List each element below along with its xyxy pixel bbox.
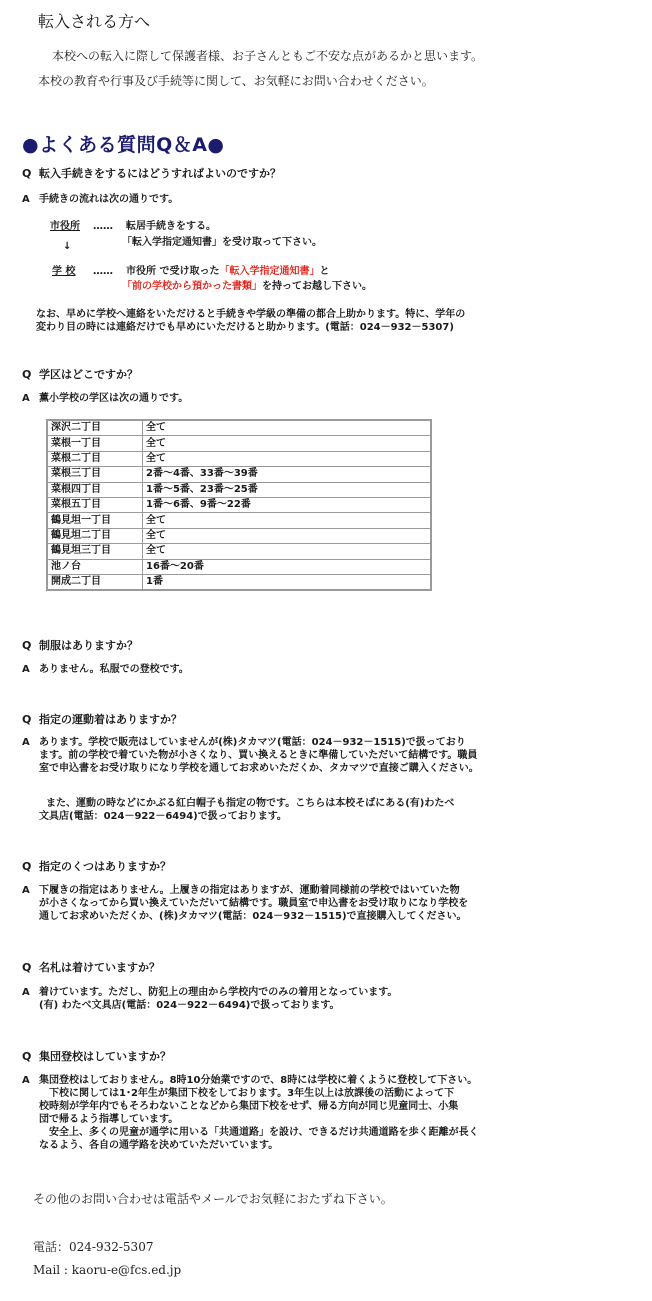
flow-step2-line: 「前の学校から預かった書類」を持ってお越し下さい。 — [122, 281, 372, 292]
answer-line: なるよう、各自の通学路を決めていただいています。 — [39, 1140, 279, 1151]
flow-step2-place: 学 校 — [52, 266, 76, 277]
question-procedure — [22, 165, 281, 181]
phone-number: 電話：024-932-5307 — [33, 1240, 154, 1254]
answer-line: 下校に関しては1･2年生が集団下校をしております。3年生以上は放課後の活動によって下 — [39, 1088, 455, 1099]
answer-text: 手続きの流れは次の通りです。 — [39, 194, 179, 205]
answer-line: あります。学校で販売はしていませんが(株)タカマツ(電話：024－932－1515)で扱っており — [39, 737, 466, 748]
answer-shoes — [22, 884, 460, 897]
question-nametag — [22, 959, 160, 975]
table-row: 池ノ台 16番～20番 — [47, 559, 431, 574]
flow-step1-line: 転居手続きをする。 — [126, 221, 216, 232]
a-mark: A — [22, 737, 30, 748]
intro-line: 本校への転入に際して保護者様、お子さんともご不安な点があるかと思います。 — [52, 49, 484, 63]
answer-group-commute — [22, 1074, 477, 1087]
a-mark: A — [22, 885, 30, 896]
table-row: 菜根二丁目 全て — [47, 451, 431, 466]
table-row: 菜根一丁目 全て — [47, 436, 431, 451]
question-text: 制服はありますか？ — [39, 639, 138, 652]
answer-line: 校時刻が学年内でもそろわないことなどから集団下校をせず、帰る方向が同じ児童同士、小集 — [39, 1101, 459, 1112]
a-mark: A — [22, 194, 30, 205]
question-text: 名札は着けていますか？ — [39, 961, 160, 974]
note-line: 変わり目の時には連絡だけでも早めにいただけると助かります。(電話：024－932－5307) — [36, 322, 454, 333]
table-row: 深沢二丁目 全て — [47, 420, 431, 436]
answer-line: また、運動の時などにかぶる紅白帽子も指定の物です。こちらは本校そばにある(有)わたべ — [46, 798, 455, 809]
answer-line: が小さくなってから買い換えていただいて結構です。職員室で申込書をお受け取りになり学校を — [39, 898, 469, 909]
table-row: 開成二丁目 1番 — [47, 574, 431, 590]
answer-line: 通してお求めいただくか、(株)タカマツ(電話：024－932－1515)で直接購入してください。 — [39, 911, 467, 922]
table-row: 鶴見坦三丁目 全て — [47, 544, 431, 559]
answer-nametag — [22, 986, 397, 999]
answer-procedure — [22, 193, 178, 206]
a-mark: A — [22, 393, 30, 404]
table-row: 菜根三丁目 2番～4番、33番～39番 — [47, 467, 431, 482]
red-highlight: 「転入学指定通知書」 — [219, 266, 320, 277]
answer-line: ます。前の学校で着ていた物が小さくなり、買い換えるときに準備していただいて結構です。職員 — [39, 750, 478, 761]
answer-line: 下履きの指定はありません。上履きの指定はありますが、運動着同様前の学校ではいていた物 — [39, 885, 460, 896]
a-mark: A — [22, 1075, 30, 1086]
table-row: 菜根五丁目 1番～6番、9番～22番 — [47, 497, 431, 512]
answer-line: 集団登校はしておりません。8時10分始業ですので、8時には学校に着くように登校して下さい。 — [39, 1075, 478, 1086]
answer-line: 着けています。ただし、防犯上の理由から学校内でのみの着用となっています。 — [39, 987, 398, 998]
answer-line: 文具店(電話：024－922－6494)で扱っております。 — [39, 811, 287, 822]
q-mark: Q — [22, 368, 32, 381]
flow-step1-place: 市役所 — [50, 221, 80, 232]
a-mark: A — [22, 664, 30, 675]
page-title: 転入される方へ — [38, 12, 151, 31]
question-sportswear — [22, 711, 182, 727]
q-mark: Q — [22, 167, 32, 180]
answer-line: 室で申込書をお受け取りになり学校を通してお求めいただくか、タカマツで直接ご購入ください。 — [39, 763, 479, 774]
contact-line: その他のお問い合わせは電話やメールでお気軽におたずね下さい。 — [33, 1192, 393, 1206]
answer-line: (有) わたべ文具店(電話：024－922－6494)で扱っております。 — [39, 1000, 340, 1011]
question-text: 指定の運動着はありますか？ — [39, 713, 182, 726]
note-line: なお、早めに学校へ連絡をいただけると手続きや学級の準備の都合上助かります。特に、学年の — [36, 309, 466, 320]
table-row: 菜根四丁目 1番～5番、23番～25番 — [47, 482, 431, 497]
qa-heading: ●よくある質問Q＆A● — [22, 134, 225, 156]
flow-step1-line: 「転入学指定通知書」を受け取って下さい。 — [122, 237, 322, 248]
table-row: 鶴見坦二丁目 全て — [47, 528, 431, 543]
answer-uniform — [22, 663, 189, 676]
answer-line: 安全上、多くの児童が通学に用いる「共通道路」を設け、できるだけ共通道路を歩く距離が長く — [39, 1127, 479, 1138]
question-group-commute — [22, 1048, 171, 1064]
question-uniform — [22, 637, 138, 653]
q-mark: Q — [22, 860, 32, 873]
flow-dots: …… — [93, 221, 113, 232]
flow-dots: …… — [93, 266, 113, 277]
flow-arrow: ↓ — [63, 241, 72, 252]
answer-district — [22, 392, 188, 405]
q-mark: Q — [22, 961, 32, 974]
q-mark: Q — [22, 639, 32, 652]
q-mark: Q — [22, 713, 32, 726]
a-mark: A — [22, 987, 30, 998]
red-highlight: 「前の学校から預かった書類」 — [122, 281, 262, 292]
question-district — [22, 366, 138, 382]
question-text: 集団登校はしていますか？ — [39, 1050, 171, 1063]
district-table — [46, 419, 432, 591]
flow-step2-line: 市役所 で受け取った「転入学指定通知書」と — [126, 266, 330, 277]
question-text: 指定のくつはありますか？ — [39, 860, 171, 873]
intro-line: 本校の教育や行事及び手続等に関して、お気軽にお問い合わせください。 — [38, 74, 434, 88]
question-text: 学区はどこですか？ — [39, 368, 138, 381]
question-text: 転入手続きをするにはどうすればよいのですか？ — [39, 167, 281, 180]
answer-line: 団で帰るよう指導しています。 — [39, 1114, 179, 1125]
email-address: Mail : kaoru-e@fcs.ed.jp — [33, 1263, 182, 1277]
answer-text: 薫小学校の学区は次の通りです。 — [39, 393, 189, 404]
table-row: 鶴見坦一丁目 全て — [47, 513, 431, 528]
answer-sportswear — [22, 736, 466, 749]
question-shoes — [22, 858, 171, 874]
q-mark: Q — [22, 1050, 32, 1063]
answer-text: ありません。私服での登校です。 — [39, 664, 189, 675]
